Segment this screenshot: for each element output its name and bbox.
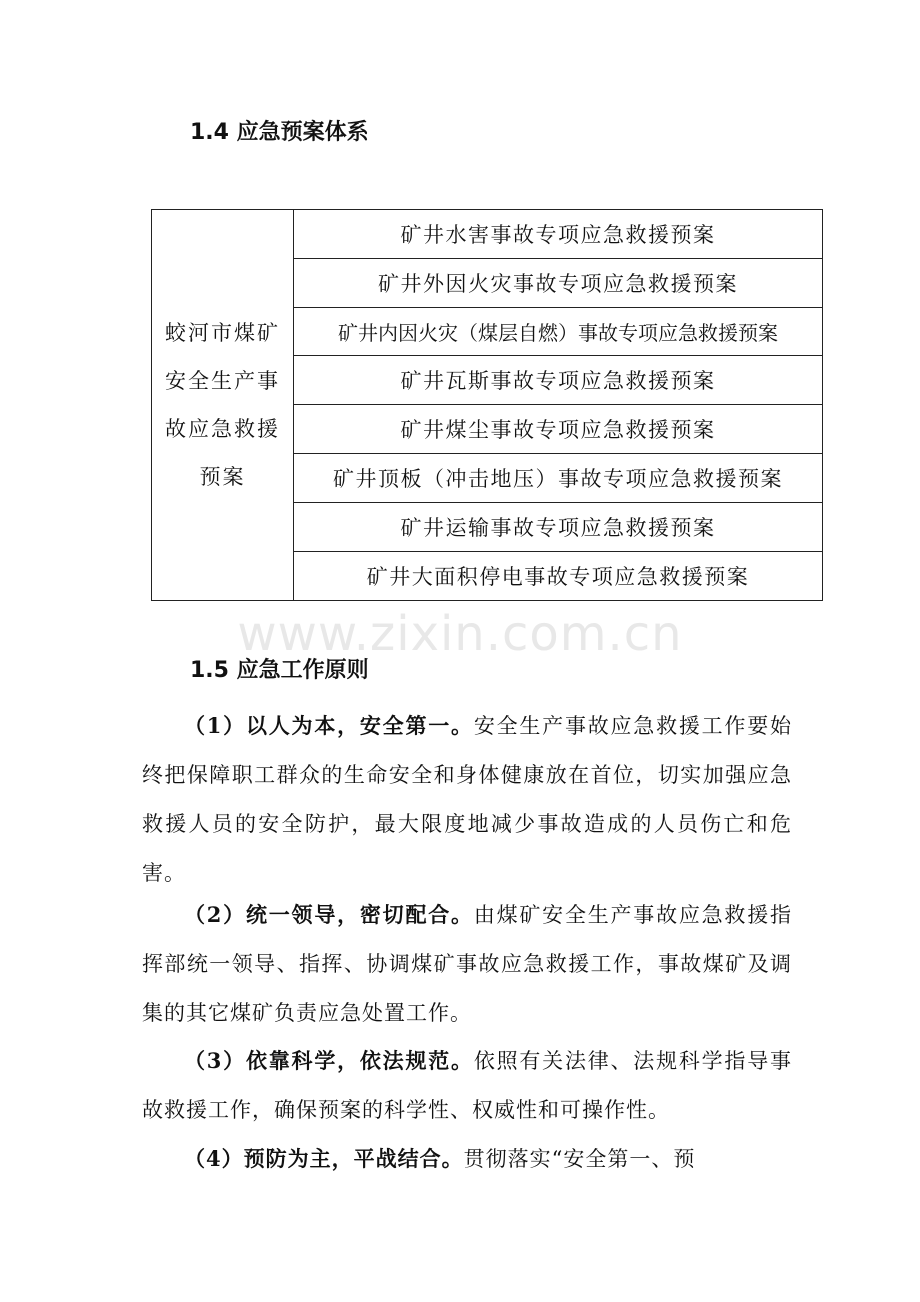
principle-paragraph <box>142 890 792 1038</box>
sub-plan-cell: 矿井瓦斯事故专项应急救援预案 <box>294 355 823 404</box>
parent-plan-cell <box>152 210 294 601</box>
section-heading-1-4: 1.4 应急预案体系 <box>190 120 369 145</box>
site-watermark: www.zixin.com.cn <box>237 606 683 662</box>
sub-plan-cell: 矿井外因火灾事故专项应急救援预案 <box>294 259 823 308</box>
principle-paragraph <box>142 1134 792 1184</box>
principle-body: 由煤矿安全生产事故应急救援指挥部统一领导、指挥、协调煤矿事故应急救援工作，事故煤矿及调集的其它煤矿负责应急处置工作。 <box>142 903 792 1025</box>
sub-plan-cell: 矿井内因火灾（煤层自燃）事故专项应急救援预案 <box>294 308 823 355</box>
principle-title: （1）以人为本，安全第一。 <box>184 713 474 738</box>
principle-title: （3）依靠科学，依法规范。 <box>184 1048 474 1073</box>
principle-paragraph <box>142 701 792 898</box>
table-row <box>152 210 823 259</box>
sub-plan-cell: 矿井运输事故专项应急救援预案 <box>294 502 823 551</box>
sub-plan-cell: 矿井大面积停电事故专项应急救援预案 <box>294 551 823 600</box>
principle-paragraph <box>142 1036 792 1135</box>
emergency-plan-system-table <box>151 209 823 601</box>
sub-plan-cell: 矿井煤尘事故专项应急救援预案 <box>294 404 823 453</box>
principle-title: （2）统一领导，密切配合。 <box>184 902 474 927</box>
principle-body: 依照有关法律、法规科学指导事故救援工作，确保预案的科学性、权威性和可操作性。 <box>142 1049 792 1122</box>
section-heading-1-5: 1.5 应急工作原则 <box>190 658 369 683</box>
principle-body: 安全生产事故应急救援工作要始终把保障职工群众的生命安全和身体健康放在首位，切实加强应急救援人员的安全防护，最大限度地减少事故造成的人员伤亡和危害。 <box>142 714 792 885</box>
principle-title: （4）预防为主，平战结合。 <box>184 1146 464 1171</box>
principle-body: 贯彻落实“安全第一、预 <box>463 1147 696 1171</box>
sub-plan-cell: 矿井水害事故专项应急救援预案 <box>294 210 823 259</box>
sub-plan-cell: 矿井顶板（冲击地压）事故专项应急救援预案 <box>294 453 823 502</box>
parent-plan-label: 蛟河市煤矿安全生产事故应急救援预案 <box>165 321 280 489</box>
